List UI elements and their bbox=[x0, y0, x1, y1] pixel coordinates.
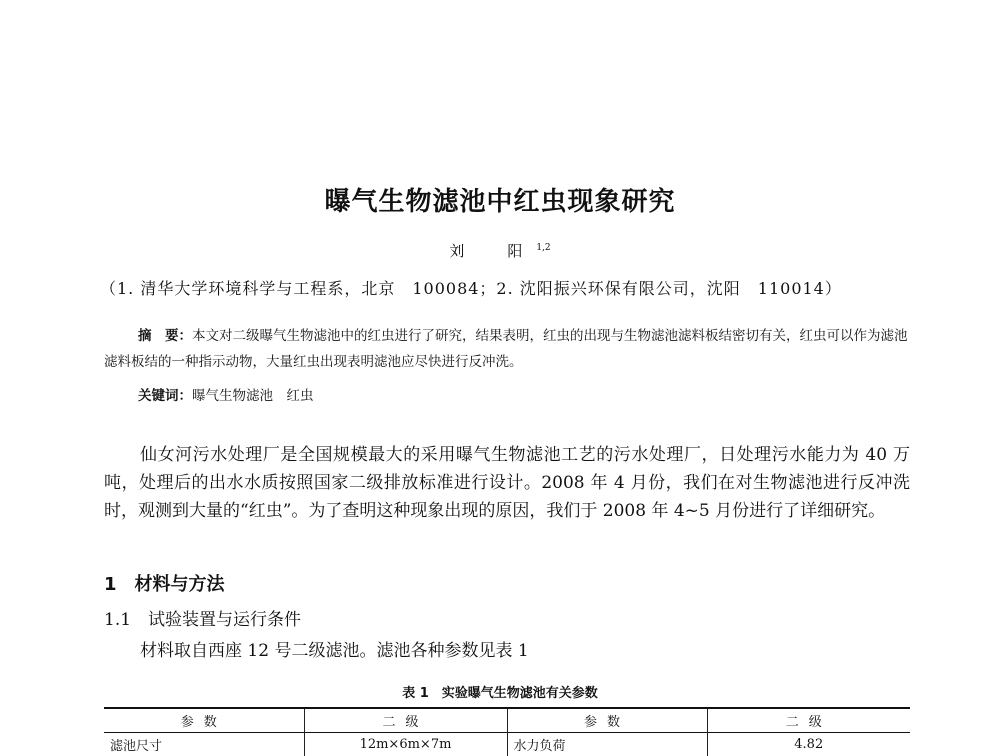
parameters-table bbox=[104, 707, 910, 756]
section-1-1-text: 材料取自西座 12 号二级滤池。滤池各种参数见表 1 bbox=[140, 636, 529, 661]
table-header-cell: 二级 bbox=[707, 708, 910, 733]
table-cell: 滤池尺寸 bbox=[104, 733, 304, 756]
abstract-block bbox=[104, 323, 910, 375]
table-header-cell: 参数 bbox=[507, 708, 707, 733]
table-cell: 12m×6m×7m bbox=[304, 733, 507, 756]
paper-title: 曝气生物滤池中红虫现象研究 bbox=[0, 181, 1000, 218]
table-cell: 4.82 bbox=[707, 733, 910, 756]
author-name: 刘 阳 bbox=[449, 242, 536, 260]
author-affiliation-marks: 1,2 bbox=[536, 243, 550, 253]
keywords-text: 曝气生物滤池 红虫 bbox=[192, 388, 314, 404]
keywords-line bbox=[138, 384, 314, 404]
table-header-cell: 参数 bbox=[104, 708, 304, 733]
table-caption: 表 1 实验曝气生物滤池有关参数 bbox=[0, 682, 1000, 701]
abstract-paragraph bbox=[104, 323, 910, 375]
intro-paragraph: 仙女河污水处理厂是全国规模最大的采用曝气生物滤池工艺的污水处理厂，日处理污水能力为 40 万吨，处理后的出水水质按照国家二级排放标准进行设计。2008 年 4 月份，我们在对生物滤池进行反冲洗时，观测到大量的“红虫”。为了查明这种现象出现的原因，我们于 2008 年 4~5 月份进行了详细研究。 bbox=[104, 441, 910, 525]
table-row bbox=[104, 733, 910, 756]
author-line bbox=[0, 240, 1000, 261]
abstract-label: 摘 要： bbox=[138, 328, 192, 344]
affiliation-line: （1. 清华大学环境科学与工程系，北京 100084；2. 沈阳振兴环保有限公司，沈阳 110014） bbox=[100, 276, 910, 299]
abstract-text: 本文对二级曝气生物滤池中的红虫进行了研究，结果表明，红虫的出现与生物滤池滤料板结密切有关，红虫可以作为滤池滤料板结的一种指示动物，大量红虫出现表明滤池应尽快进行反冲洗。 bbox=[104, 328, 908, 370]
table-header-row bbox=[104, 708, 910, 733]
section-heading-1-1: 1.1 试验装置与运行条件 bbox=[104, 605, 301, 630]
keywords-label: 关键词： bbox=[138, 388, 192, 404]
table-cell: 水力负荷 bbox=[507, 733, 707, 756]
section-heading-1: 1 材料与方法 bbox=[104, 570, 225, 596]
table-header-cell: 二级 bbox=[304, 708, 507, 733]
